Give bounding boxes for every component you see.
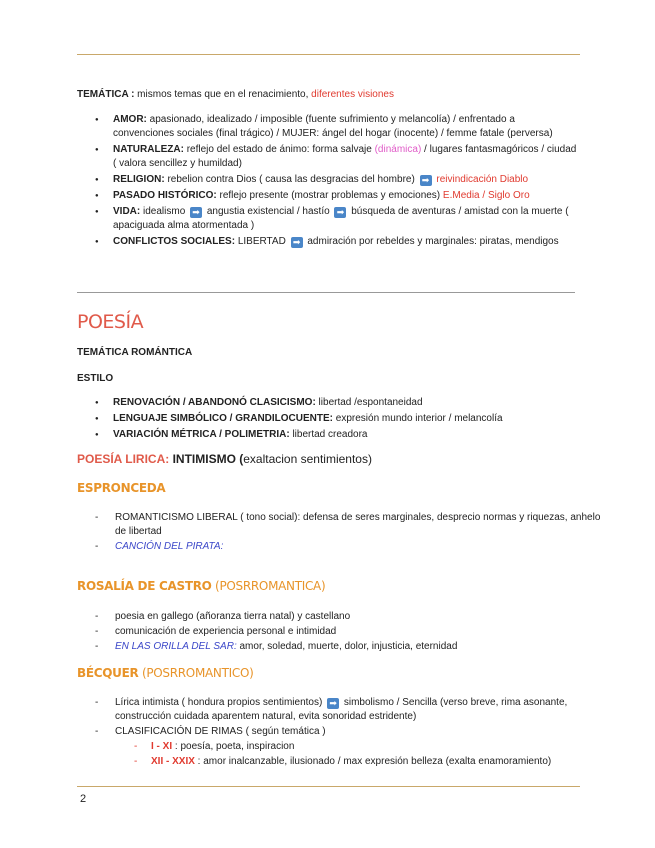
bottom-rule	[77, 786, 580, 787]
item-text: amor, soledad, muerte, dolor, injusticia, eternidad	[236, 641, 458, 652]
section-rule	[77, 292, 575, 293]
item-label: AMOR:	[113, 114, 147, 125]
rima-range-label: I - XI	[151, 741, 173, 752]
poesia-lirica-line	[77, 452, 372, 466]
tematica-text: mismos temas que en el renacimiento,	[134, 89, 312, 100]
list-item	[77, 755, 607, 769]
rima-range-label: XII - XXIX	[151, 756, 195, 767]
item-text: : amor inalcanzable, ilusionado / max expresión belleza (exalta enamoramiento)	[194, 756, 552, 767]
item-highlight: E.Media / Siglo Oro	[442, 190, 530, 201]
right-arrow-icon: ➡	[420, 175, 432, 186]
item-text: idealismo	[140, 206, 189, 217]
item-label: VIDA:	[113, 206, 141, 217]
rosalia-subtitle: (POSRROMANTICA)	[211, 579, 326, 593]
list-item	[77, 189, 577, 203]
item-text: simbolismo / Sencilla (verso breve, rima asonante, construcción cuidada aparentem natural, evita sonoridad estridente)	[115, 697, 568, 722]
orilla-sar-link[interactable]: EN LAS ORILLA DEL SAR:	[115, 641, 237, 652]
list-item	[77, 143, 577, 171]
tematica-line	[77, 88, 394, 102]
list-item	[77, 740, 607, 754]
rosalia-title: ROSALÍA DE CASTRO	[77, 579, 212, 593]
right-arrow-icon: ➡	[327, 698, 339, 709]
item-label: RENOVACIÓN / ABANDONÓ CLASICISMO:	[113, 397, 316, 408]
tematica-romantica-heading: TEMÁTICA ROMÁNTICA	[77, 347, 193, 358]
list-item	[77, 428, 577, 442]
item-text: expresión mundo interior / melancolía	[333, 413, 503, 424]
espronceda-heading: ESPRONCEDA	[77, 481, 166, 495]
list-item	[77, 396, 577, 410]
page-number: 2	[80, 793, 87, 805]
right-arrow-icon: ➡	[190, 207, 202, 218]
list-item	[77, 640, 607, 654]
becquer-title: BÉCQUER	[77, 666, 139, 680]
item-text: búsqueda de aventuras / amistad con la muerte ( apaciguada alma atormentada )	[113, 206, 569, 231]
list-item: - ROMANTICISMO LIBERAL ( tono social): defensa de seres marginales, desprecio normas y riquezas, anhelo de libertad	[77, 511, 607, 539]
item-label: RELIGION:	[113, 174, 165, 185]
list-item	[77, 205, 577, 233]
rosalia-heading	[77, 579, 325, 593]
item-text: reflejo presente (mostrar problemas y emociones)	[216, 190, 443, 201]
item-text: apasionado, idealizado / imposible (fuente sufrimiento y melancolía) / enfrentado a convenciones sociales (final trágico) / MUJER: ángel del hogar (inocente) / femme fatale (perversa)	[113, 114, 553, 139]
item-label: CONFLICTOS SOCIALES:	[113, 236, 236, 247]
tematica-list	[77, 113, 577, 251]
list-item	[77, 412, 577, 426]
top-rule	[77, 54, 580, 55]
item-text: LIBERTAD	[235, 236, 289, 247]
list-item: - CLASIFICACIÓN DE RIMAS ( según temática )	[77, 725, 607, 739]
list-item: - poesia en gallego (añoranza tierra natal) y castellano	[77, 610, 607, 624]
poesia-lirica-label: POESÍA LIRICA:	[77, 452, 170, 466]
item-text: : poesía, poeta, inspiracion	[172, 741, 295, 752]
list-item: - comunicación de experiencia personal e intimidad	[77, 625, 607, 639]
list-item	[77, 173, 577, 187]
item-label: PASADO HISTÓRICO:	[113, 190, 217, 201]
item-text: admiración por rebeldes y marginales: piratas, mendigos	[304, 236, 559, 247]
right-arrow-icon: ➡	[291, 237, 303, 248]
item-highlight: reivindicación Diablo	[436, 174, 529, 185]
tematica-highlight: diferentes visiones	[311, 89, 394, 100]
espronceda-list	[77, 511, 607, 555]
list-item	[77, 113, 577, 141]
estilo-heading: ESTILO	[77, 373, 114, 384]
poesia-heading: POESÍA	[77, 311, 144, 333]
rosalia-list	[77, 610, 607, 655]
item-text: Lírica intimista ( hondura propios sentimientos)	[115, 697, 326, 708]
list-item	[77, 696, 607, 724]
list-item	[77, 235, 577, 249]
tematica-label: TEMÁTICA :	[77, 89, 135, 100]
poesia-lirica-text: exaltacion sentimientos)	[243, 452, 372, 466]
poesia-lirica-bold: INTIMISMO (	[169, 452, 244, 466]
item-label: NATURALEZA:	[113, 144, 184, 155]
item-text: libertad creadora	[289, 429, 368, 440]
item-text: angustia existencial / hastío	[204, 206, 333, 217]
item-label: LENGUAJE SIMBÓLICO / GRANDILOCUENTE:	[113, 413, 334, 424]
item-text: reflejo del estado de ánimo: forma salvaje	[183, 144, 375, 155]
becquer-list	[77, 696, 607, 770]
item-text: / lugares fantasmagóricos / ciudad ( valora sencillez y humildad)	[113, 144, 577, 169]
cancion-pirata-link[interactable]: CANCIÓN DEL PIRATA:	[115, 541, 224, 552]
estilo-list	[77, 396, 577, 444]
item-text: libertad /espontaneidad	[315, 397, 423, 408]
item-text: rebelion contra Dios ( causa las desgracias del hombre)	[164, 174, 418, 185]
becquer-subtitle: (POSRROMANTICO)	[138, 666, 254, 680]
list-item	[77, 540, 607, 554]
becquer-heading	[77, 666, 253, 680]
right-arrow-icon: ➡	[334, 207, 346, 218]
item-label: VARIACIÓN MÉTRICA / POLIMETRIA:	[113, 429, 290, 440]
item-highlight: (dinámica)	[374, 144, 422, 155]
